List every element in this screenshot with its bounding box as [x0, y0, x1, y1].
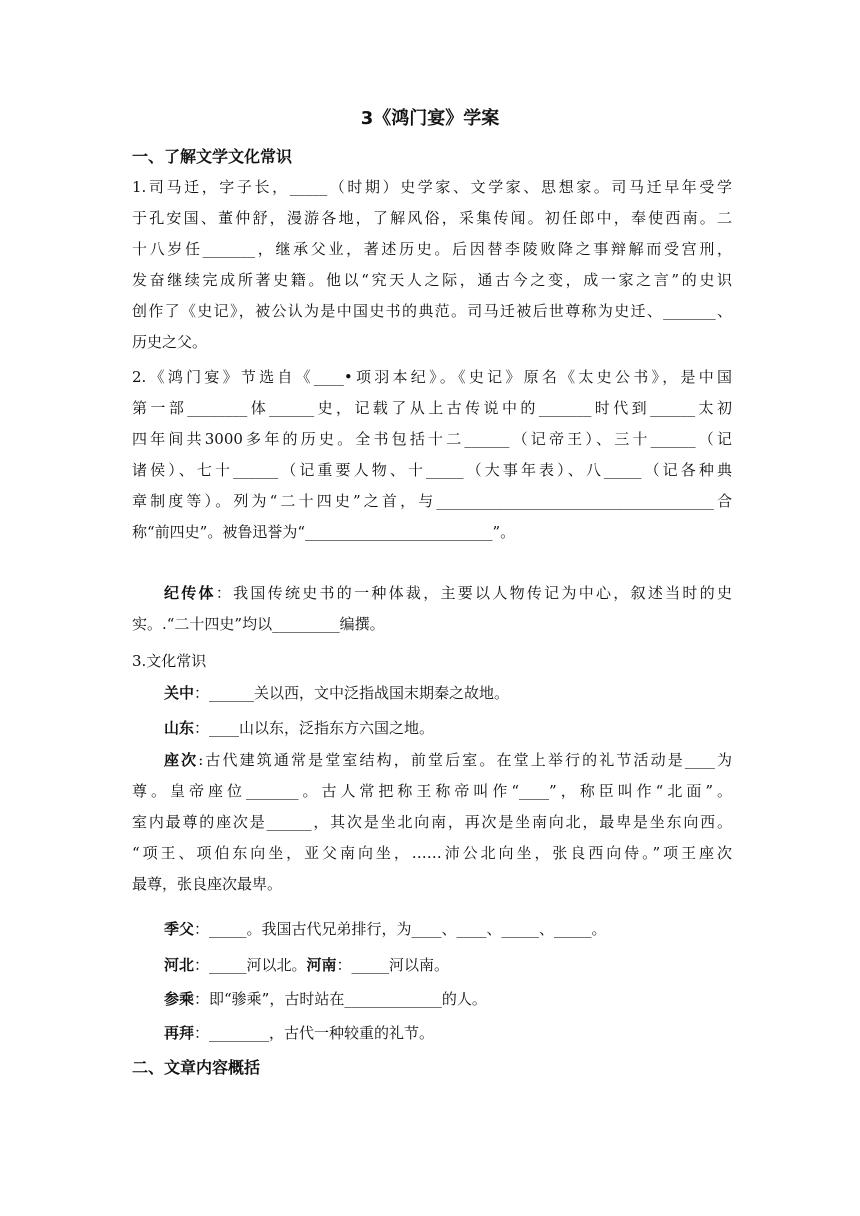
item-heading: 3.文化常识 — [132, 652, 207, 670]
guanzhong-item — [164, 678, 732, 709]
paragraph-line: “项王、项伯东向坐，亚父南向坐，……沛公北向坐，张良西向侍。”项王座次 — [132, 844, 732, 862]
paragraph-line: 诸侯）、七十______（记重要人物、十_____（大事年表）、八_____（记各种典 — [132, 461, 732, 479]
paragraph-line: 章制度等）。列为“二十四史”之首，与_____________________________________合 — [132, 492, 732, 510]
section-heading-2: 二、文章内容概括 — [132, 1058, 261, 1077]
definition-text: :古代建筑通常是堂室结构，前堂后室。在堂上举行的礼节活动是____为 — [198, 751, 732, 769]
section-heading-1: 一、了解文学文化常识 — [132, 147, 293, 166]
definition-text: ：_____河以南。 — [336, 956, 450, 974]
definition-text: ：____山以东，泛指东方六国之地。 — [194, 719, 435, 737]
paragraph-line: 十八岁任_______，继承父业，著述历史。后因替李陵败降之事辩解而受宫刑， — [132, 240, 732, 258]
paragraph-line: 实。.“二十四史”均以_________编撰。 — [132, 615, 385, 633]
hebei-henan-item — [164, 950, 732, 981]
term-label: 关中 — [164, 684, 195, 702]
term-label: 参乘 — [164, 990, 195, 1008]
page-title: 3《鸿门宴》学案 — [360, 108, 500, 129]
paragraph-line: 称“前四史”。被鲁迅誉为“_________________________”。 — [132, 523, 516, 541]
definition-text: ：______关以西，文中泛指战国末期秦之故地。 — [194, 684, 510, 702]
paragraph-line: 四年间共3000多年的历史。全书包括十二______（记帝王）、三十______（记 — [132, 430, 732, 448]
paragraph-line: 尊。皇帝座位_______。古人常把称王称帝叫作“____”，称臣叫作“北面”。 — [132, 782, 732, 800]
term-label: 山东 — [164, 719, 195, 737]
paragraph-line: 1.司马迁，字子长，_____（时期）史学家、文学家、思想家。司马迁早年受学 — [132, 178, 732, 196]
definition-text: ：_____。我国古代兄弟排行，为____、____、_____、_____。 — [194, 920, 607, 938]
definition-text: ：即“骖乘”，古时站在_____________的人。 — [194, 990, 487, 1008]
zaibai-item — [164, 1018, 732, 1049]
zuoci-item — [132, 745, 732, 900]
term-label: 座次 — [164, 751, 199, 769]
definition-text: ：_____河以北。 — [194, 956, 307, 974]
paragraph-line: 最尊，张良座次最卑。 — [132, 875, 283, 893]
shandong-item — [164, 713, 732, 744]
cansheng-item — [164, 984, 732, 1015]
paragraph-line: 创作了《史记》，被公认为是中国史书的典范。司马迁被后世尊称为史迁、_______、 — [132, 302, 732, 320]
term-label: 纪传体 — [164, 584, 216, 602]
term-label: 河南 — [306, 956, 337, 974]
jizhuan-definition — [132, 578, 732, 640]
paragraph-line: 历史之父。 — [132, 333, 208, 351]
paragraph-line: 于孔安国、董仲舒，漫游各地，了解风俗，采集传闻。初任郎中，奉使西南。二 — [132, 209, 732, 227]
definition-text: ：________，古代一种较重的礼节。 — [194, 1024, 435, 1042]
definition-text: ：我国传统史书的一种体裁，主要以人物传记为中心，叙述当时的史 — [215, 584, 732, 602]
paragraph-1 — [132, 172, 732, 358]
paragraph-line: 第一部________体______史，记载了从上古传说中的_______时代到______太初 — [132, 399, 732, 417]
paragraph-line: 室内最尊的座次是______，其次是坐北向南，再次是坐南向北，最卑是坐东向西。 — [132, 813, 732, 831]
term-label: 季父 — [164, 920, 195, 938]
paragraph-line: 发奋继续完成所著史籍。他以“究天人之际，通古今之变，成一家之言”的史识 — [132, 271, 732, 289]
jifu-item — [164, 914, 732, 945]
paragraph-2 — [132, 362, 732, 548]
paragraph-line: 2.《鸿门宴》节选自《____•项羽本纪》。《史记》原名《太史公书》，是中国 — [132, 368, 732, 386]
item-3-heading — [132, 646, 732, 677]
term-label: 再拜 — [164, 1024, 195, 1042]
term-label: 河北 — [164, 956, 195, 974]
